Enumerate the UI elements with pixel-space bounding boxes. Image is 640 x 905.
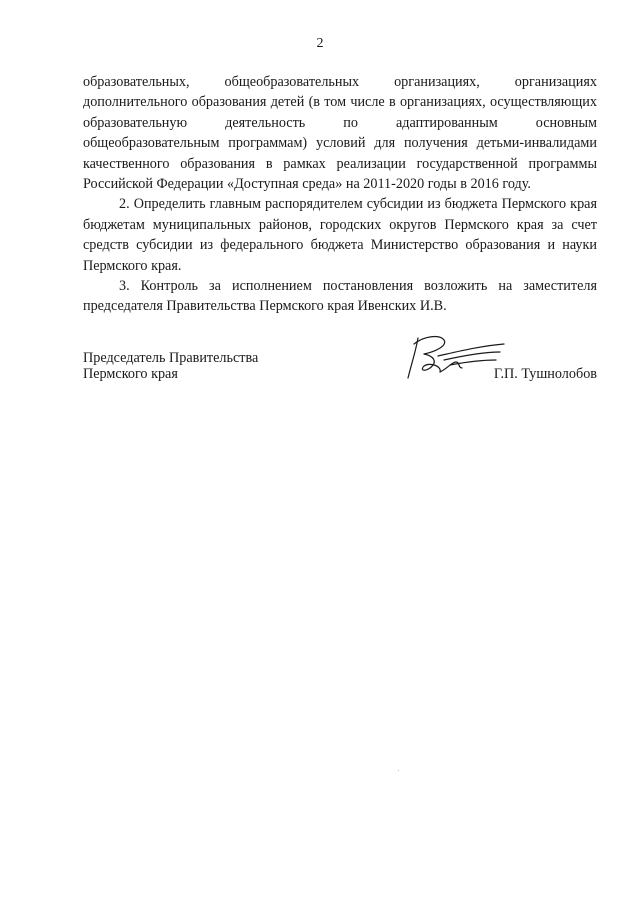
scan-speck	[398, 770, 399, 771]
signatory-title-line-2: Пермского края	[83, 366, 178, 382]
document-body	[83, 72, 597, 317]
signatory-name: Г.П. Тушнолобов	[493, 366, 597, 382]
paragraph-3: 3. Контроль за исполнением постановления возложить на заместителя председателя Правительства Пермского края Ивенских И.В.	[83, 278, 597, 315]
paragraph-2: 2. Определить главным распорядителем субсидии из бюджета Пермского края бюджетам муниципальных районов, городских округов Пермского края за счет средств субсидии из федерального бюджета Министерство образования и науки Пермского края.	[83, 196, 597, 274]
signatory-title	[83, 350, 258, 382]
signatory-title-line-1: Председатель Правительства	[83, 350, 259, 366]
paragraph-continuation: образовательных, общеобразовательных организациях, организациях дополнительного образования детей (в том числе в организациях, осуществляющих образовательную деятельность по адаптированным основным общеобразовательным программам) условий для получения детьми-инвалидами качественного образования в рамках реализации государственной программы Российской Федерации «Доступная среда» на 2011-2020 годы в 2016 году.	[83, 74, 597, 193]
page-number: 2	[316, 36, 324, 51]
signature-block	[83, 348, 597, 388]
